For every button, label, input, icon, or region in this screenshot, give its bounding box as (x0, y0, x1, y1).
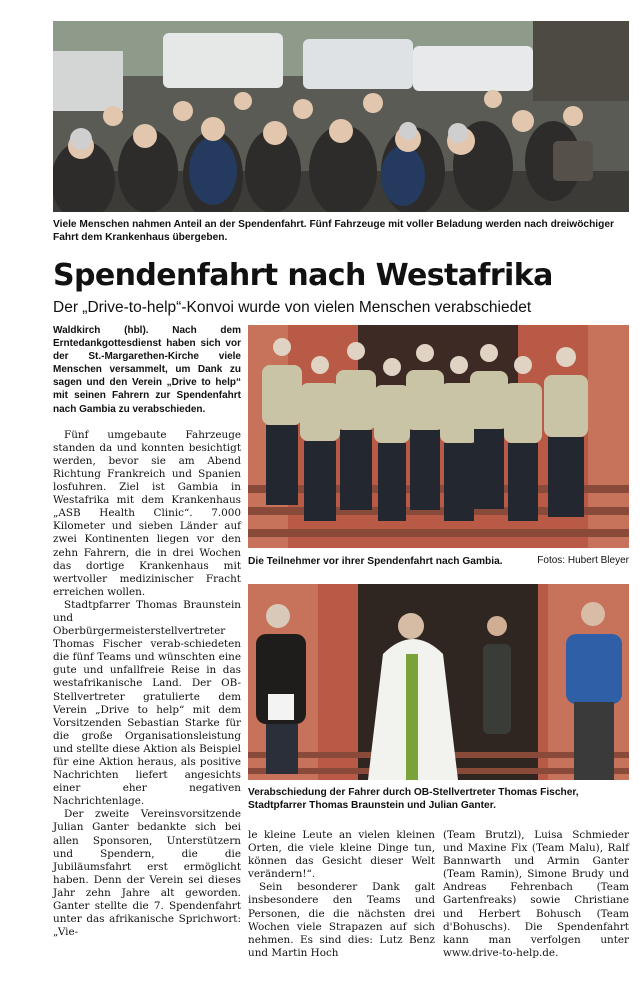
article-paragraph: le kleine Leute an vielen kleinen Orten, die viele kleine Dinge tun, können das Gesicht dieser Welt verändern!“. (248, 829, 435, 881)
article-paragraph: Stadtpfarrer Thomas Braunstein und Oberbürgermeisterstellvertreter Thomas Fischer verab-schiedeten die fünf Teams und wünschten eine gute und unfallfreie Reise in das westafrikanische Land. Der OB-Stellvertreter gratulierte dem Verein „Drive to help“ mit dem Vorsitzenden Sebastian Starke für die große Organisationsleistung und stellte diese Aktion als Beispiel für eine Aktion heraus, als positive Nachrichten liefert angesichts einer eher negativen Nachrichtenlage. (53, 598, 241, 808)
article-column-3 (443, 829, 629, 960)
farewell-photo-caption: Verabschiedung der Fahrer durch OB-Stellvertreter Thomas Fischer, Stadtpfarrer Thomas Braunstein und Julian Ganter. (248, 787, 579, 811)
crowd-photo-caption: Viele Menschen nahmen Anteil an der Spendenfahrt. Fünf Fahrzeuge mit voller Beladung werden nach dreiwöchiger Fahrt dem Krankenhaus übergeben. (53, 219, 614, 243)
group-photo (248, 325, 629, 548)
article-paragraph: (Team Brutzl), Luisa Schmieder und Maxine Fix (Team Malu), Ralf Bannwarth und Armin Ganter (Team Ramin), Simone Brudy und Andreas Fehrenbach (Team Gartenfreaks) sowie Christiane und Herbert Bohusch (Team d'Bohuschs). Die Spendenfahrt kann man verfolgen unter www.drive-to-help.de. (443, 829, 629, 959)
farewell-photo (248, 584, 629, 780)
headline: Spendenfahrt nach Westafrika (53, 258, 553, 293)
photo-credit: Fotos: Hubert Bleyer (537, 555, 629, 566)
article-paragraph: Sein besonderer Dank galt insbesondere den Teams und Personen, die die nächsten drei Wochen viele Strapazen auf sich nehmen. Es sind dies: Lutz Benz und Martin Hoch (248, 881, 435, 959)
group-photo-caption: Die Teilnehmer vor ihrer Spendenfahrt nach Gambia. (248, 556, 503, 567)
article-paragraph: Der zweite Vereinsvorsitzende Julian Ganter bedankte sich bei allen Sponsoren, Unterstützern und Spendern, die die Jubiläumsfahrt erst ermöglicht haben. Denn der Verein sei dieses Jahr zehn Jahre alt geworden. Ganter stellte die 7. Spendenfahrt unter das afrikanische Sprichwort: „Vie- (53, 808, 241, 939)
article-column-1 (53, 324, 241, 939)
article-paragraph: Fünf umgebaute Fahrzeuge standen da und konnten besichtigt werden, bevor sie am Abend Richtung Frankreich und Spanien losfuhren. Ziel ist Gambia in Westafrika mit dem Krankenhaus „ASB Health Clinic“. 7.000 Kilometer und sieben Länder auf zwei Kontinenten liegen vor den zehn Fahrern, die in drei Wochen das dortige Krankenhaus mit wertvoller medizinischer Fracht erreichen wollen. (53, 428, 241, 598)
crowd-photo (53, 21, 629, 212)
article-lead: Waldkirch (hbl). Nach dem Erntedankgottesdienst haben sich vor der St.-Margarethen-Kirche viele Menschen versammelt, um Dank zu sagen und den Verein „Drive to help“ mit seinen Fahrern zur Spendenfahrt nach Gambia zu verabschieden. (53, 325, 241, 415)
subhead: Der „Drive-to-help“-Konvoi wurde von vielen Menschen verabschiedet (53, 299, 532, 316)
article-column-2 (248, 829, 435, 960)
